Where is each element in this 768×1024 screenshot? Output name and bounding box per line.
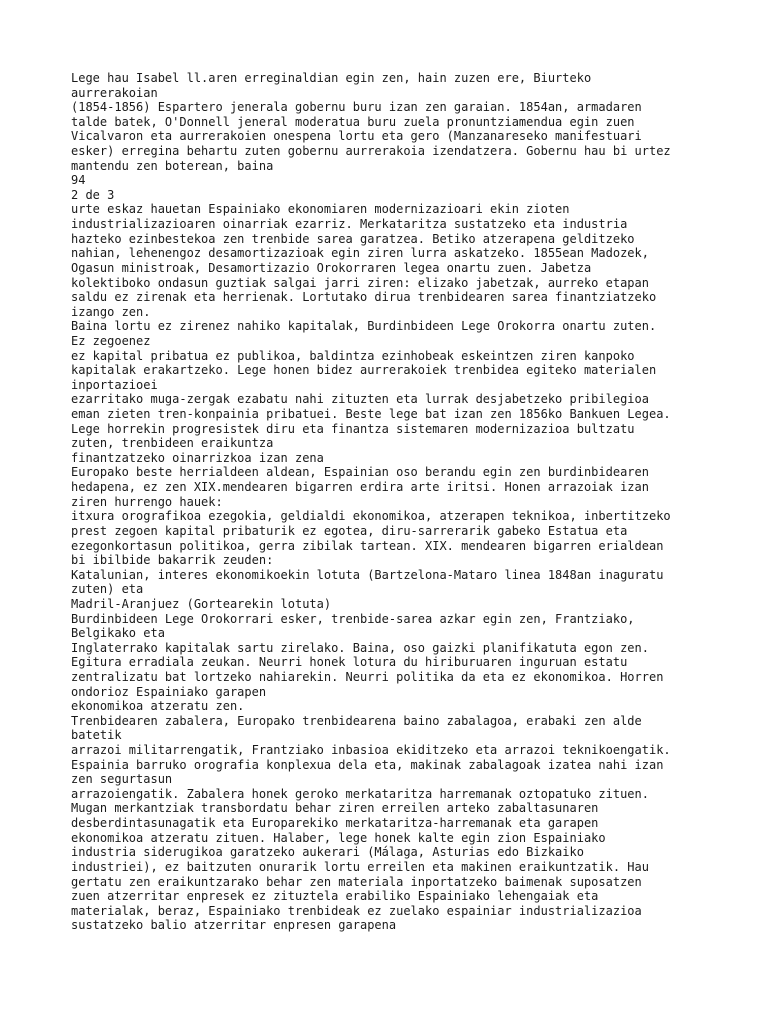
text-line: mantendu zen boterean, baina (71, 158, 274, 173)
document-body (71, 71, 751, 933)
text-line: hazteko ezinbestekoa zen trenbide sarea garatzea. Betiko atzerapena gelditzeko (71, 231, 635, 246)
text-line: zen segurtasun (71, 772, 173, 787)
text-line: itxura orografikoa ezegokia, geldialdi ekonomikoa, atzerapen teknikoa, inbertitzeko (71, 509, 671, 524)
text-line: industrializazioaren oinarriak ezarriz. Merkataritza sustatzeko eta industria (71, 217, 628, 232)
text-line: kapitalak erakartzeko. Lege honen bidez aurrerakoiek trenbidea egiteko materialen (71, 363, 657, 378)
text-line: Trenbidearen zabalera, Europako trenbidearena baino zabalagoa, erabaki zen alde (71, 713, 642, 728)
text-line: zuen atzerritar enpresek ez zituztela erabiliko Espainiako lehengaiak eta (71, 889, 599, 904)
text-line: (1854-1856) Espartero jenerala gobernu buru izan zen garaian. 1854an, armadaren (71, 100, 642, 115)
text-line: Madril-Aranjuez (Gortearekin lotuta) (71, 596, 332, 611)
text-line: Espainia barruko orografia konplexua dela eta, makinak zabalagoak izatea nahi izan (71, 757, 664, 772)
text-line: materialak, beraz, Espainiako trenbideak ez zuelako espainiar industrializazioa (71, 903, 642, 918)
text-line: Ogasun ministroak, Desamortizazio Orokorraren legea onartu zuen. Jabetza (71, 260, 592, 275)
text-line: prest zegoen kapital pribaturik ez egotea, diru-sarrerarik gabeko Estatua eta (71, 523, 628, 538)
text-line: Egitura erradiala zeukan. Neurri honek lotura du hiriburuaren inguruan estatu (71, 655, 628, 670)
text-line: Mugan merkantziak transbordatu behar ziren erreilen arteko zabaltasunaren (71, 801, 599, 816)
text-line: zuten, trenbideen eraikuntza (71, 436, 274, 451)
text-line: ekonomikoa atzeratu zituen. Halaber, lege honek kalte egin zion Espainiako (71, 830, 606, 845)
text-line: esker) erregina behartu zuten gobernu aurrerakoia izendatzera. Gobernu hau bi urtez (71, 144, 671, 159)
text-line: Belgikako eta (71, 626, 165, 641)
text-line: bi ibilbide bakarrik zeuden: (71, 553, 274, 568)
text-line: Inglaterrako kapitalak sartu zirelako. Baina, oso gaizki planifikatuta egon zen. (71, 640, 649, 655)
text-line: eman zieten tren-konpainia pribatuei. Beste lege bat izan zen 1856ko Bankuen Legea. (71, 407, 671, 422)
text-line: aurrerakoian (71, 85, 158, 100)
text-line: gertatu zen eraikuntzarako behar zen materiala inportatzeko baimenak suposatzen (71, 874, 642, 889)
text-line: batetik (71, 728, 122, 743)
text-line: nahian, lehenengoz desamortizazioak egin ziren lurra askatzeko. 1855ean Madozek, (71, 246, 649, 261)
text-line: ziren hurrengo hauek: (71, 494, 223, 509)
text-line: ezegonkortasun politikoa, gerra zibilak tartean. XIX. mendearen bigarren erialdean (71, 538, 664, 553)
text-line: 94 (71, 173, 86, 188)
text-line: Baina lortu ez zirenez nahiko kapitalak, Burdinbideen Lege Orokorra onartu zuten. (71, 319, 657, 334)
text-line: ezarritako muga-zergak ezabatu nahi zituzten eta lurrak desjabetzeko pribilegioa (71, 392, 649, 407)
text-line: Vicalvaron eta aurrerakoien onespena lortu eta gero (Manzanareseko manifestuari (71, 129, 642, 144)
text-line: sustatzeko balio atzerritar enpresen garapena (71, 918, 397, 933)
text-line: 2 de 3 (71, 187, 115, 202)
text-line: ekonomikoa atzeratu zen. (71, 699, 245, 714)
text-line: finantzatzeko oinarrizkoa izan zena (71, 450, 324, 465)
text-line: Burdinbideen Lege Orokorrari esker, trenbide-sarea azkar egin zen, Frantziako, (71, 611, 635, 626)
text-line: arrazoi militarrengatik, Frantziako inbasioa ekiditzeko eta arrazoi teknikoengatik. (71, 743, 671, 758)
text-line: Europako beste herrialdeen aldean, Espainian oso berandu egin zen burdinbidearen (71, 465, 649, 480)
text-line: urte eskaz hauetan Espainiako ekonomiaren modernizazioari ekin zioten (71, 202, 570, 217)
text-line: Lege horrekin progresistek diru eta finantza sistemaren modernizazioa bultzatu (71, 421, 635, 436)
text-line: zentralizatu bat lortzeko nahiarekin. Neurri politika da eta ez ekonomikoa. Horren (71, 669, 664, 684)
text-line: izango zen. (71, 304, 151, 319)
text-line: kolektiboko ondasun guztiak salgai jarri ziren: elizako jabetzak, aurreko etapan (71, 275, 649, 290)
text-line: talde batek, O'Donnell jeneral moderatua buru zuela pronuntziamendua egin zuen (71, 114, 635, 129)
text-line: inportazioei (71, 377, 158, 392)
text-line: industriei), ez baitzuten onurarik lortu erreilen eta makinen eraikuntzatik. Hau (71, 859, 649, 874)
text-line: Ez zegoenez (71, 333, 151, 348)
text-line: ez kapital pribatua ez publikoa, baldintza ezinhobeak eskeintzen ziren kanpoko (71, 348, 635, 363)
text-line: hedapena, ez zen XIX.mendearen bigarren erdira arte iritsi. Honen arrazoiak izan (71, 480, 649, 495)
text-line: zuten) eta (71, 582, 144, 597)
text-line: saldu ez zirenak eta herrienak. Lortutako dirua trenbidearen sarea finantziatzeko (71, 290, 657, 305)
text-line: industria siderugikoa garatzeko aukerari (Málaga, Asturias edo Bizkaiko (71, 845, 584, 860)
text-line: Lege hau Isabel ll.aren erreginaldian egin zen, hain zuzen ere, Biurteko (71, 71, 592, 85)
text-line: desberdintasunagatik eta Europarekiko merkataritza-harremanak eta garapen (71, 816, 599, 831)
text-line: Katalunian, interes ekonomikoekin lotuta (Bartzelona-Mataro linea 1848an inaguratu (71, 567, 664, 582)
text-line: arrazoiengatik. Zabalera honek geroko merkataritza harremanak oztopatuko zituen. (71, 786, 649, 801)
text-line: ondorioz Espainiako garapen (71, 684, 267, 699)
